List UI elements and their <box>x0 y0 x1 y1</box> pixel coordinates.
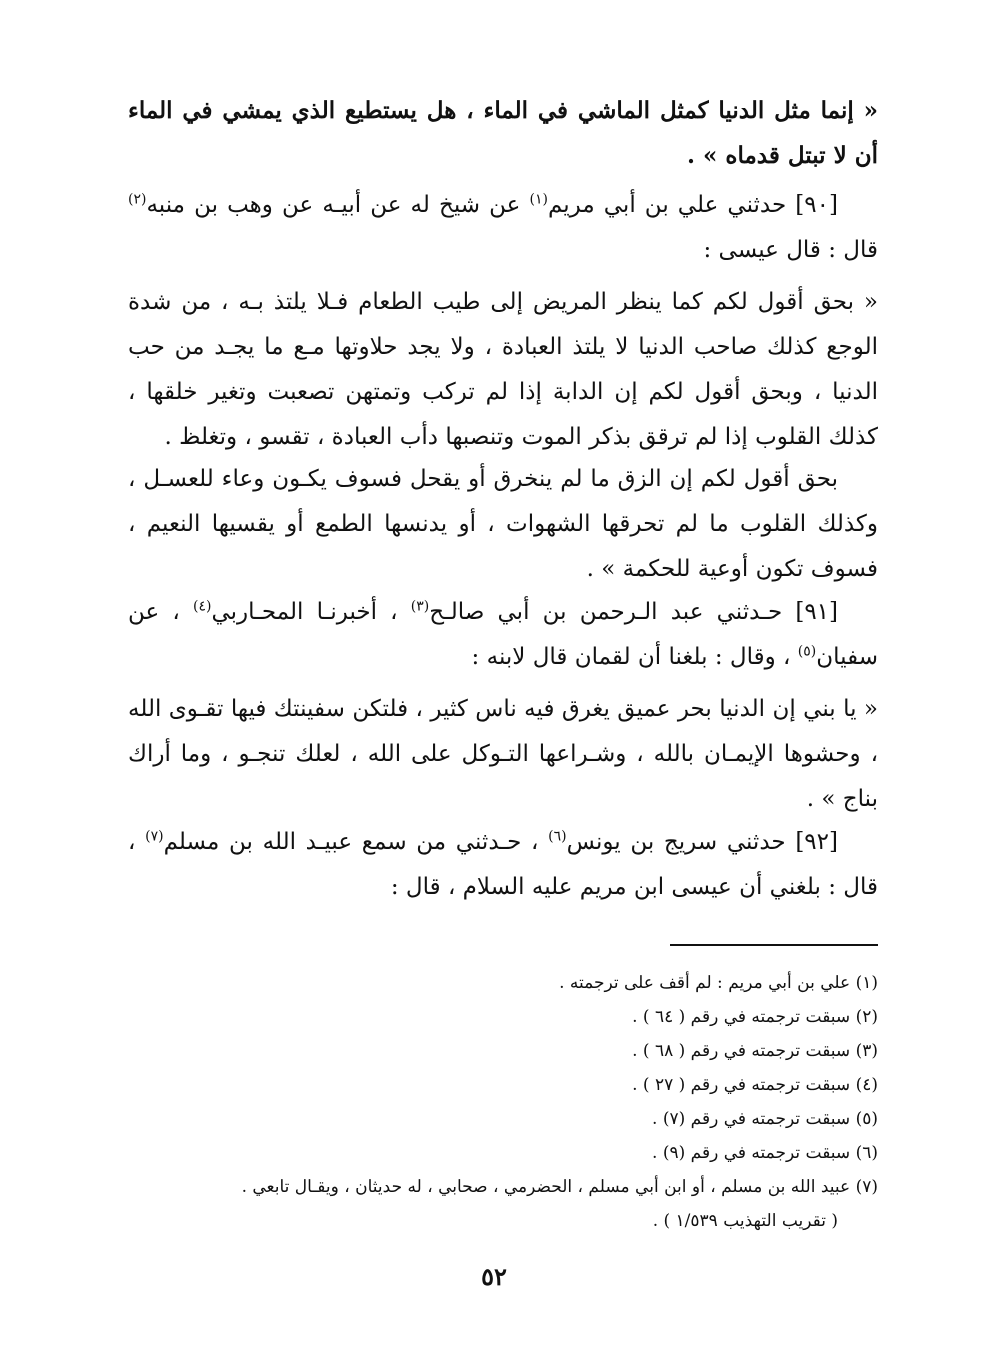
text-segment: ، حـدثني من سمع عبيـد الله بن مسلم <box>163 829 549 855</box>
footnote-ref-6: (٦) <box>548 828 567 845</box>
text-segment: ، وقال : بلغنا أن لقمان قال لابنه : <box>471 644 798 670</box>
text-segment: قال : قال عيسى : <box>703 237 878 263</box>
text-segment: ، عن سفيان <box>128 599 878 670</box>
footnote-5: (٥) سبقت ترجمته في رقم (٧) . <box>652 1109 878 1129</box>
text-segment: [٩٢] حدثني سريج بن يونس <box>566 829 838 855</box>
hadith-paragraph-90 <box>128 183 878 273</box>
footnote-7-continuation: ( تقريب التهذيب ١/٥٣٩ ) . <box>652 1211 838 1231</box>
footnote-ref-3: (٣) <box>410 598 430 615</box>
quote-paragraph-2: « بحق أقول لكم كما ينظر المريض إلى طيب الطعام فـلا يلتذ بـه ، من شدة الوجع كذلك صاحب الدنيا لا يلتذ العبادة ، ولا يجد حلاوتها مـع ما يجـد من حب الدنيا ، وبحق أقول لكم إن الدابة إذا لم تركب وتمتهن تصعبت وتغير خلقها ، كذلك القلوب إذا لم ترقق بذكر الموت وتنصبها دأب العبادة ، تقسو ، وتغلظ . <box>128 289 878 450</box>
footnote-ref-7: (٧) <box>145 828 164 845</box>
footnote-3: (٣) سبقت ترجمته في رقم ( ٦٨ ) . <box>632 1041 878 1061</box>
quote-paragraph-1: « إنما مثل الدنيا كمثل الماشي في الماء ، هل يستطيع الذي يمشي في الماء أن لا تبتل قدماه » . <box>128 97 878 169</box>
hadith-paragraph-91 <box>128 590 878 680</box>
quote-paragraph-3: بحق أقول لكم إن الزق ما لم ينخرق أو يقحل فسوف يكـون وعاء للعسـل ، وكذلك القلوب ما لم تحرقها الشهوات ، أو يدنسها الطمع أو يقسيها النعيم ، فسوف تكون أوعية للحكمة » . <box>128 466 878 582</box>
footnote-ref-1: (١) <box>529 191 548 208</box>
text-segment: [٩٠] حدثني علي بن أبي مريم <box>547 192 838 218</box>
footnote-ref-4: (٤) <box>193 598 212 615</box>
footnote-ref-2: (٢) <box>128 191 147 208</box>
footnote-2: (٢) سبقت ترجمته في رقم ( ٦٤ ) . <box>632 1007 878 1027</box>
text-segment: [٩١] حـدثني عبد الـرحمن بن أبي صالـح <box>429 599 839 625</box>
page-number: ٥٢ <box>481 1262 507 1291</box>
text-segment: ، قال : بلغني أن عيسى ابن مريم عليه السلام ، قال : <box>128 829 878 900</box>
footnote-ref-5: (٥) <box>797 643 817 660</box>
text-segment: ، أخبرنـا المحـاربي <box>211 599 411 625</box>
quote-paragraph-4: « يا بني إن الدنيا بحر عميق يغرق فيه ناس كثير ، فلتكن سفينتك فيها تقـوى الله ، وحشوها الإيمـان بالله ، وشـراعها التـوكل على الله ، لعلك تنجـو ، وما أراك بناج » . <box>128 696 878 812</box>
text-segment: عن شيخ له عن أبيـه عن وهب بن منبه <box>146 192 530 218</box>
footnote-divider <box>670 944 878 946</box>
footnotes-section <box>128 966 878 1238</box>
footnote-4: (٤) سبقت ترجمته في رقم ( ٢٧ ) . <box>632 1075 878 1095</box>
hadith-paragraph-92 <box>128 820 878 910</box>
footnote-1: (١) علي بن أبي مريم : لم أقف على ترجمته . <box>559 973 878 993</box>
footnote-7: (٧) عبيد الله بن مسلم ، أو ابن أبي مسلم ، الحضرمي ، صحابي ، له حديثان ، ويقـال تابعي . <box>241 1177 878 1197</box>
footnote-6: (٦) سبقت ترجمته في رقم (٩) . <box>652 1143 878 1163</box>
